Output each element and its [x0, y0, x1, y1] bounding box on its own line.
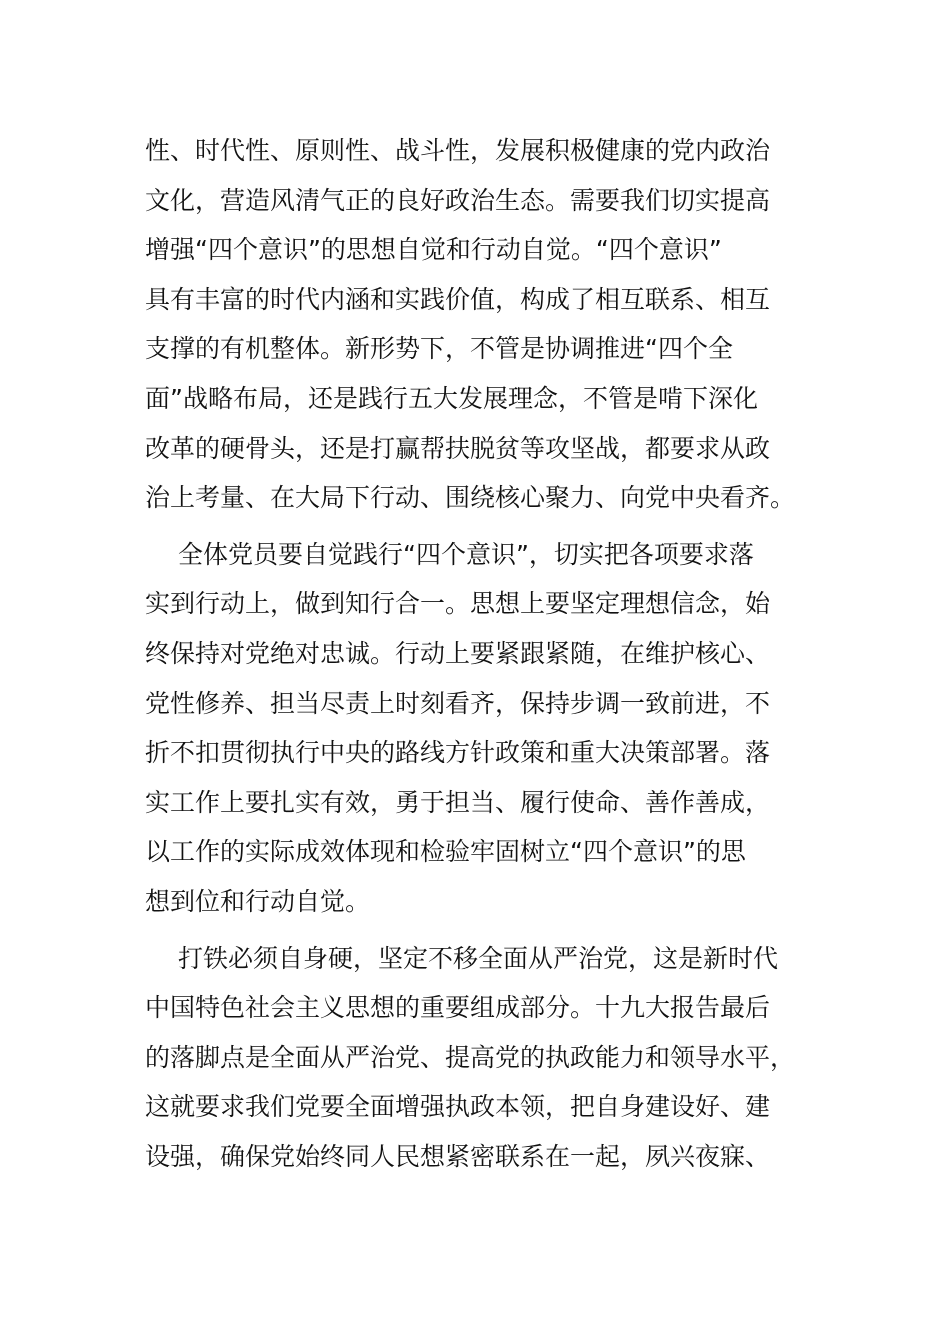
- text-line: 设强，确保党始终同人民想紧密联系在一起，夙兴夜寐、: [145, 1141, 771, 1171]
- text-line: 这就要求我们党要全面增强执政本领，把自身建设好、建: [145, 1092, 771, 1122]
- text-line: 增强“四个意识”的思想自觉和行动自觉。“四个意识”: [145, 235, 722, 265]
- text-line: 中国特色社会主义思想的重要组成部分。十九大报告最后: [145, 993, 771, 1023]
- text-line: 想到位和行动自觉。: [145, 886, 371, 916]
- text-line: 以工作的实际成效体现和检验牢固树立“四个意识”的思: [145, 837, 746, 867]
- text-line: 性、时代性、原则性、战斗性，发展积极健康的党内政治: [145, 136, 771, 165]
- paragraph-1: [145, 126, 805, 523]
- text-line: 实工作上要扎实有效，勇于担当、履行使命、善作善成，: [145, 787, 771, 817]
- body-text: [145, 126, 805, 1188]
- text-line: 文化，营造风清气正的良好政治生态。需要我们切实提高: [145, 185, 771, 215]
- paragraph-2: [145, 530, 805, 927]
- text-line: 治上考量、在大局下行动、围绕核心聚力、向党中央看齐。: [145, 483, 796, 513]
- text-line: 面”战略布局，还是践行五大发展理念，不管是啃下深化: [145, 383, 758, 413]
- text-line: 的落脚点是全面从严治党、提高党的执政能力和领导水平，: [145, 1042, 796, 1072]
- text-line: 党性修养、担当尽责上时刻看齐，保持步调一致前进，不: [145, 688, 771, 718]
- text-line: 打铁必须自身硬，坚定不移全面从严治党，这是新时代: [178, 943, 779, 973]
- text-line: 具有丰富的时代内涵和实践价值，构成了相互联系、相互: [145, 284, 771, 314]
- text-line: 实到行动上，做到知行合一。思想上要坚定理想信念，始: [145, 589, 771, 619]
- paragraph-3: [145, 934, 805, 1182]
- text-line: 支撑的有机整体。新形势下，不管是协调推进“四个全: [145, 334, 733, 364]
- text-line: 折不扣贯彻执行中央的路线方针政策和重大决策部署。落: [145, 738, 771, 768]
- text-line: 改革的硬骨头，还是打赢帮扶脱贫等攻坚战，都要求从政: [145, 433, 771, 463]
- text-line: 全体党员要自觉践行“四个意识”，切实把各项要求落: [178, 539, 754, 569]
- text-line: 终保持对党绝对忠诚。行动上要紧跟紧随，在维护核心、: [145, 638, 771, 668]
